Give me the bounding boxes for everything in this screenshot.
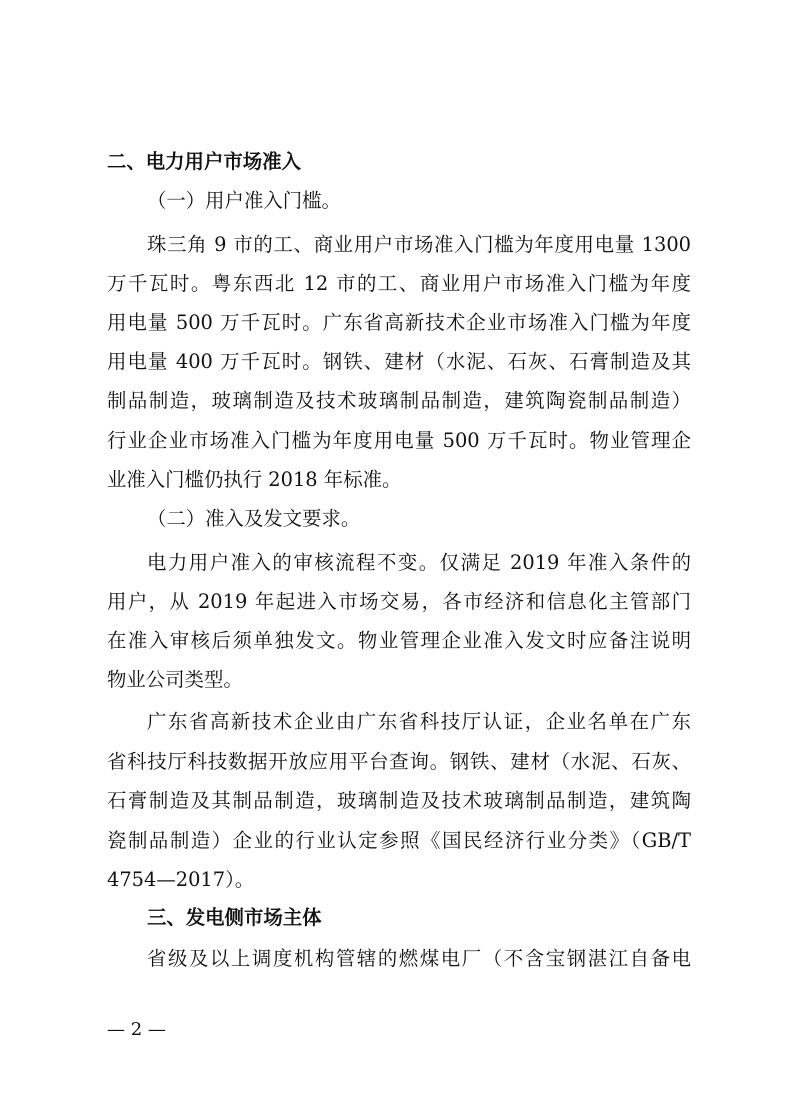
- paragraph-line: 电力用户准入的审核流程不变。仅满足 2019 年准入条件的: [147, 551, 691, 574]
- paragraph-line: 万千瓦时。粤东西北 12 市的工、商业用户市场准入门槛为年度: [107, 272, 691, 295]
- paragraph-line: 省级及以上调度机构管辖的燃煤电厂（不含宝钢湛江自备电: [147, 947, 691, 970]
- page-number: — 2 —: [107, 1019, 166, 1040]
- section-heading-3: 三、发电侧市场主体: [147, 906, 322, 929]
- paragraph-line: 瓷制品制造）企业的行业认定参照《国民经济行业分类》（GB/T: [107, 829, 691, 852]
- paragraph-line: 珠三角 9 市的工、商业用户市场准入门槛为年度用电量 1300: [147, 233, 691, 256]
- paragraph-line: 制品制造，玻璃制造及技术玻璃制品制造，建筑陶瓷制品制造）: [107, 389, 691, 412]
- paragraph-line: 物业公司类型。: [107, 668, 243, 691]
- paragraph-line: 石膏制造及其制品制造，玻璃制造及技术玻璃制品制造，建筑陶: [107, 789, 691, 812]
- paragraph-line: 行业企业市场准入门槛为年度用电量 500 万千瓦时。物业管理企: [107, 429, 691, 452]
- paragraph-line: 4754—2017）。: [107, 868, 255, 891]
- paragraph-line: 业准入门槛仍执行 2018 年标准。: [107, 468, 402, 491]
- paragraph-line: 用户，从 2019 年起进入市场交易，各市经济和信息化主管部门: [107, 590, 691, 613]
- section-heading-2: 二、电力用户市场准入: [107, 150, 301, 173]
- subsection-heading-1: （一）用户准入门槛。: [147, 189, 341, 212]
- subsection-heading-2: （二）准入及发文要求。: [147, 507, 361, 530]
- paragraph-line: 在准入审核后须单独发文。物业管理企业准入发文时应备注说明: [107, 629, 691, 652]
- paragraph-line: 用电量 500 万千瓦时。广东省高新技术企业市场准入门槛为年度: [107, 311, 691, 334]
- paragraph-line: 广东省高新技术企业由广东省科技厅认证，企业名单在广东: [147, 710, 691, 733]
- paragraph-line: 用电量 400 万千瓦时。钢铁、建材（水泥、石灰、石膏制造及其: [107, 350, 691, 373]
- paragraph-line: 省科技厅科技数据开放应用平台查询。钢铁、建材（水泥、石灰、: [107, 750, 691, 773]
